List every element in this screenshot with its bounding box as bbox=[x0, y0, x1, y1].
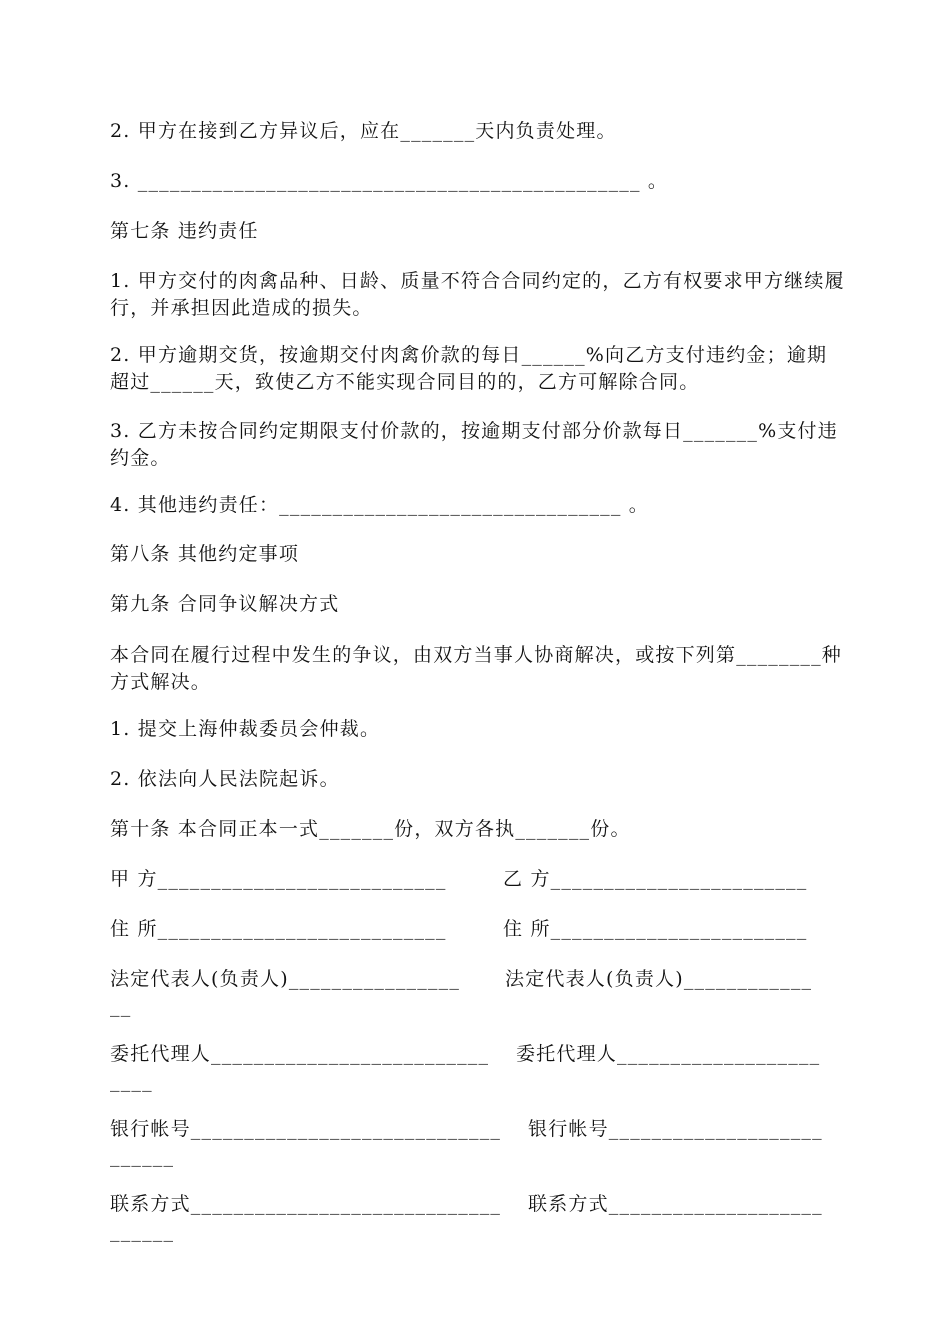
article-9-title: 第九条 合同争议解决方式 bbox=[110, 593, 340, 615]
bank-wrap: ______ bbox=[110, 1145, 175, 1167]
article-7-title: 第七条 违约责任 bbox=[110, 220, 259, 242]
clause-9-2: 2. 依法向人民法院起诉。 bbox=[110, 768, 340, 790]
agent-b-field: 委托代理人___________________ bbox=[516, 1043, 821, 1065]
legal-rep-wrap: __ bbox=[110, 995, 132, 1017]
party-b-field: 乙 方________________________ bbox=[503, 868, 808, 890]
legal-rep-b-field: 法定代表人(负责人)____________ bbox=[505, 968, 813, 990]
article-10: 第十条 本合同正本一式_______份，双方各执_______份。 bbox=[110, 818, 631, 840]
agent-a-field: 委托代理人__________________________ bbox=[110, 1043, 490, 1065]
legal-rep-a-field: 法定代表人(负责人)________________ bbox=[110, 968, 461, 990]
party-a-field: 甲 方___________________________ bbox=[110, 868, 447, 890]
contact-wrap: ______ bbox=[110, 1220, 175, 1242]
agent-wrap: ____ bbox=[110, 1070, 153, 1092]
article-8-title: 第八条 其他约定事项 bbox=[110, 543, 300, 565]
clause-7-1: 1. 甲方交付的肉禽品种、日龄、质量不符合合同约定的，乙方有权要求甲方继续履行，并承担因此造成的损失。 bbox=[110, 270, 845, 319]
clause-7-3: 3. 乙方未按合同约定期限支付价款的，按逾期支付部分价款每日_______%支付违约金。 bbox=[110, 420, 838, 469]
contact-b-field: 联系方式____________________ bbox=[528, 1193, 823, 1215]
bank-b-field: 银行帐号____________________ bbox=[528, 1118, 823, 1140]
bank-a-field: 银行帐号_____________________________ bbox=[110, 1118, 502, 1140]
article-9-body: 本合同在履行过程中发生的争议，由双方当事人协商解决，或按下列第________种方式解决。 bbox=[110, 644, 843, 693]
contact-a-field: 联系方式_____________________________ bbox=[110, 1193, 502, 1215]
address-a-field: 住 所___________________________ bbox=[110, 918, 447, 940]
clause-2-3: 3. _______________________________________________ 。 bbox=[110, 170, 669, 192]
clause-7-2: 2. 甲方逾期交货，按逾期交付肉禽价款的每日______%向乙方支付违约金；逾期超过______天，致使乙方不能实现合同目的的，乙方可解除合同。 bbox=[110, 344, 828, 393]
address-b-field: 住 所________________________ bbox=[503, 918, 808, 940]
clause-2-2: 2. 甲方在接到乙方异议后，应在_______天内负责处理。 bbox=[110, 120, 617, 142]
clause-7-4: 4. 其他违约责任：________________________________ 。 bbox=[110, 494, 650, 516]
clause-9-1: 1. 提交上海仲裁委员会仲裁。 bbox=[110, 718, 381, 740]
